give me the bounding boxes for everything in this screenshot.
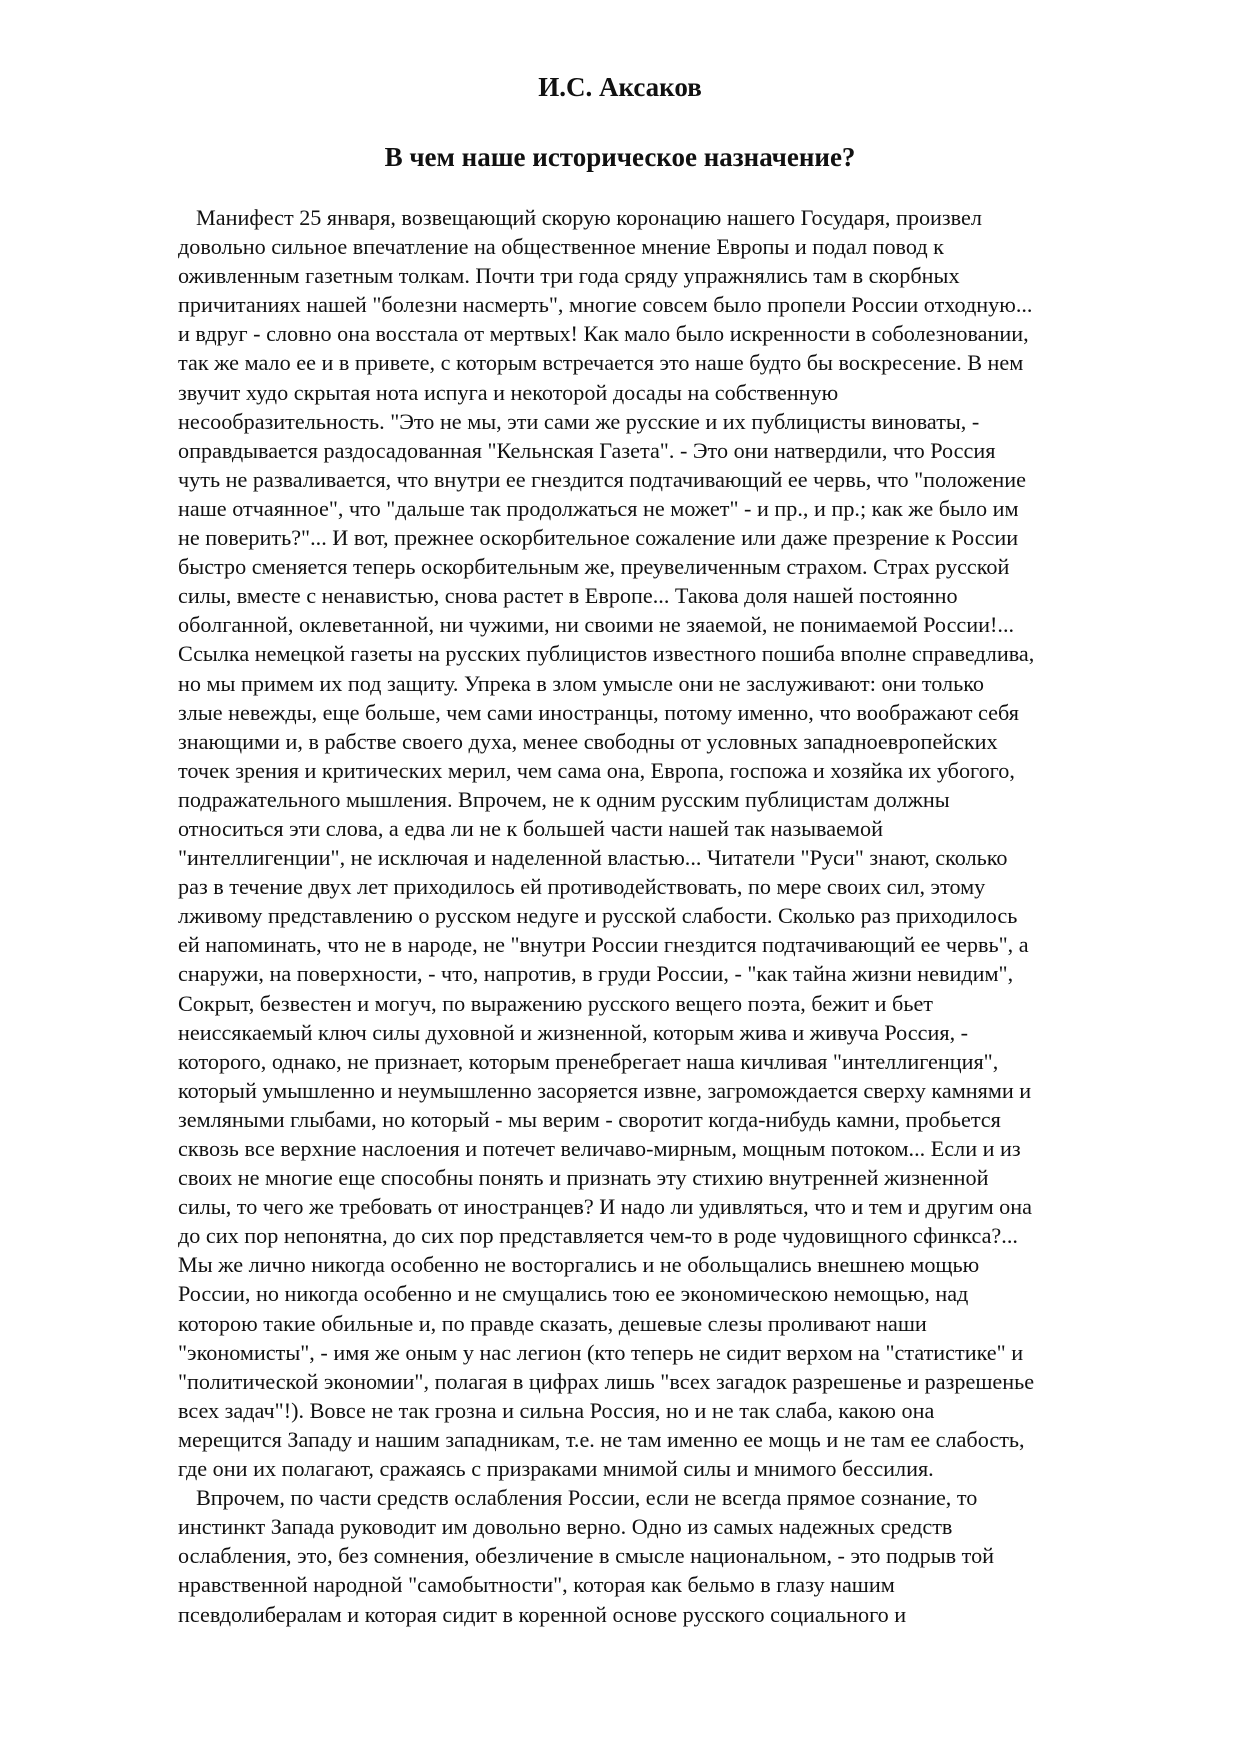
article-title: В чем наше историческое назначение? xyxy=(384,142,856,172)
text-line: Впрочем, по части средств ослабления России, если не всегда прямое сознание, то xyxy=(196,1485,978,1511)
text-line: которого, однако, не признает, которым пренебрегает наша кичливая "интеллигенция", xyxy=(178,1048,999,1074)
text-line: лживому представлению о русском недуге и русской слабости. Сколько раз приходилось xyxy=(178,903,1018,929)
text-line: неиссякаемый ключ силы духовной и жизненной, которым жива и живуча Россия, - xyxy=(178,1019,969,1045)
text-line: псевдолибералам и которая сидит в коренной основе русского социального и xyxy=(178,1601,907,1627)
author-heading: И.С. Аксаков xyxy=(538,72,702,102)
text-line: силы, то чего же требовать от иностранцев? И надо ли удивляться, что и тем и другим она xyxy=(178,1194,1032,1220)
text-line: злые невежды, еще больше, чем сами иностранцы, потому именно, что воображают себя xyxy=(178,699,1019,725)
text-line: ослабления, это, без сомнения, обезличение в смысле национальном, - это подрыв той xyxy=(178,1543,995,1569)
text-line: знающими и, в рабстве своего духа, менее свободны от условных западноевропейских xyxy=(178,728,998,754)
text-line: всех задач"!). Вовсе не так грозна и сильна Россия, но и не так слаба, какою она xyxy=(178,1397,935,1423)
text-line: оболганной, оклеветанной, ни чужими, ни своими не зяаемой, не понимаемой России!... xyxy=(178,612,1015,638)
text-line: раз в течение двух лет приходилось ей противодействовать, по мере своих сил, этому xyxy=(178,874,986,900)
text-line: довольно сильное впечатление на общественное мнение Европы и подал повод к xyxy=(178,234,944,260)
text-line: "интеллигенции", не исключая и наделенной властью... Читатели "Руси" знают, сколько xyxy=(178,845,1008,871)
text-line: "политической экономии", полагая в цифрах лишь "всех загадок разрешенье и разрешенье xyxy=(178,1368,1035,1394)
text-line: причитаниях нашей "болезни насмерть", многие совсем было пропели России отходную... xyxy=(178,292,1033,318)
article-body xyxy=(178,203,1158,1629)
text-line: не поверить?"... И вот, прежнее оскорбительное сожаление или даже презрение к России xyxy=(178,525,1019,551)
text-line: Манифест 25 января, возвещающий скорую коронацию нашего Государя, произвел xyxy=(196,205,982,230)
text-line: до сих пор непонятна, до сих пор представляется чем-то в роде чудовищного сфинкса?... xyxy=(178,1223,1018,1249)
text-line: "экономисты", - имя же оным у нас легион (кто теперь не сидит верхом на "статистике" и xyxy=(178,1339,1024,1365)
text-line: нравственной народной "самобытности", которая как бельмо в глазу нашим xyxy=(178,1572,895,1598)
text-line: где они их полагают, сражаясь с призраками мнимой силы и мнимого бессилия. xyxy=(178,1456,934,1482)
text-line: оправдывается раздосадованная "Кельнская Газета". - Это они натвердили, что Россия xyxy=(178,437,996,463)
text-line: Сокрыт, безвестен и могуч, по выражению русского вещего поэта, бежит и бьет xyxy=(178,990,934,1016)
text-line: но мы примем их под защиту. Упрека в злом умысле они не заслуживают: они только xyxy=(178,670,984,696)
text-line: снаружи, на поверхности, - что, напротив, в груди России, - "как тайна жизни невидим", xyxy=(178,961,1014,987)
text-line: чуть не разваливается, что внутри ее гнездится подтачивающий ее червь, что "положение xyxy=(178,466,1026,492)
text-line: и вдруг - словно она восстала от мертвых! Как мало было искренности в соболезновании, xyxy=(178,321,1029,347)
text-line: земляными глыбами, но который - мы верим - своротит когда-нибудь камни, пробьется xyxy=(178,1106,1001,1132)
text-line: звучит худо скрытая нота испуга и некоторой досады на собственную xyxy=(178,379,839,405)
text-line: России, но никогда особенно и не смущались тою ее экономическою немощью, над xyxy=(178,1281,969,1307)
text-line: силы, вместе с ненавистью, снова растет в Европе... Такова доля нашей постоянно xyxy=(178,583,958,609)
text-line: мерещится Западу и нашим западникам, т.е. не там именно ее мощь и не там ее слабость, xyxy=(178,1426,1025,1452)
text-line: оживленным газетным толкам. Почти три года сряду упражнялись там в скорбных xyxy=(178,263,960,289)
text-line: Мы же лично никогда особенно не восторгались и не обольщались внешнею мощью xyxy=(178,1252,980,1278)
text-line: сквозь все верхние наслоения и потечет величаво-мирным, мощным потоком... Если и из xyxy=(178,1136,1021,1161)
text-line: точек зрения и критических мерил, чем сама она, Европа, госпожа и хозяйка их убогого, xyxy=(178,757,1015,783)
text-line: несообразительность. "Это не мы, эти сами же русские и их публицисты виноваты, - xyxy=(178,408,980,434)
paragraph xyxy=(178,1483,1158,1628)
text-line: так же мало ее и в привете, с которым встречается это наше будто бы воскресение. В нем xyxy=(178,350,1024,376)
text-line: которою такие обильные и, по правде сказать, дешевые слезы проливают наши xyxy=(178,1310,927,1336)
text-line: наше отчаянное", что "дальше так продолжаться не может" - и пр., и пр.; как же было им xyxy=(178,495,1019,521)
text-line: Ссылка немецкой газеты на русских публицистов известного пошиба вполне справедлива, xyxy=(178,641,1035,667)
paragraph xyxy=(178,203,1158,1483)
text-line: подражательного мышления. Впрочем, не к одним русским публицистам должны xyxy=(178,786,950,812)
text-line: быстро сменяется теперь оскорбительным же, преувеличенным страхом. Страх русской xyxy=(178,554,1010,580)
text-line: который умышленно и неумышленно засоряется извне, загромождается сверху камнями и xyxy=(178,1077,1032,1103)
text-line: ей напоминать, что не в народе, не "внутри России гнездится подтачивающий ее червь", а xyxy=(178,932,1029,958)
text-line: относиться эти слова, а едва ли не к большей части нашей так называемой xyxy=(178,815,883,841)
text-line: своих не многие еще способны понять и признать эту стихию внутренней жизненной xyxy=(178,1165,989,1191)
text-line: инстинкт Запада руководит им довольно верно. Одно из самых надежных средств xyxy=(178,1514,953,1540)
